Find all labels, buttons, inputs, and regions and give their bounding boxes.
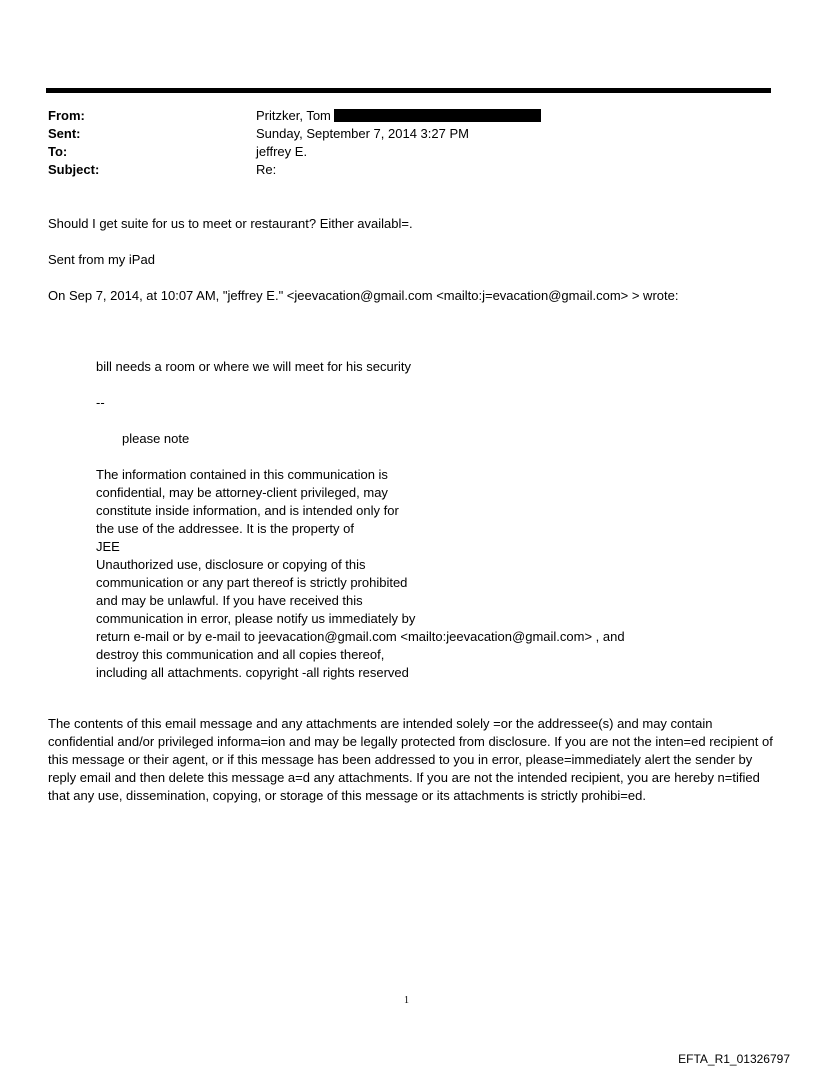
to-value: jeffrey E. <box>256 144 308 159</box>
quoted-disclaimer <box>96 466 625 682</box>
from-name: Pritzker, Tom <box>256 108 331 123</box>
redaction-bar <box>334 109 541 122</box>
disclaimer-line: return e-mail or by e-mail to jeevacation@gmail.com <mailto:jeevacation@gmail.com> , and <box>96 629 625 644</box>
quoted-message: bill needs a room or where we will meet for his security <box>96 359 412 374</box>
bates-number: EFTA_R1_01326797 <box>678 1052 790 1066</box>
disclaimer-line: The information contained in this communication is <box>96 467 388 482</box>
disclaimer-line: constitute inside information, and is intended only for <box>96 503 399 518</box>
disclaimer-line: confidential, may be attorney-client privileged, may <box>96 485 388 500</box>
header-rule <box>46 88 771 93</box>
disclaimer-line: destroy this communication and all copies thereof, <box>96 647 385 662</box>
to-label: To: <box>48 144 68 159</box>
signature-separator: -- <box>96 395 105 410</box>
from-value <box>256 107 541 125</box>
subject-value: Re: <box>256 162 277 177</box>
page-number: 1 <box>404 995 409 1006</box>
message-line: Should I get suite for us to meet or restaurant? Either availabl=. <box>48 216 413 231</box>
disclaimer-line: communication in error, please notify us immediately by <box>96 611 416 626</box>
sent-label: Sent: <box>48 126 81 141</box>
from-label: From: <box>48 108 85 123</box>
disclaimer-line: Unauthorized use, disclosure or copying of this <box>96 557 366 572</box>
disclaimer-line: and may be unlawful. If you have received this <box>96 593 363 608</box>
disclaimer-line: communication or any part thereof is strictly prohibited <box>96 575 408 590</box>
sent-value: Sunday, September 7, 2014 3:27 PM <box>256 126 469 141</box>
please-note: please note <box>122 431 190 446</box>
footer-disclaimer: The contents of this email message and any attachments are intended solely =or the addressee(s) and may contain confidential and/or privileged informa=ion and may be legally protected from disclosure. If you are not the inten=ed recipient of this message or their agent, or if this message has been addressed to you in error, please=immediately alert the sender by reply email and then delete this message a=d any attachments. If you are not the intended recipient, you are hereby n=tified that any use, dissemination, copying, or storage of this message or its attachments is strictly prohibi=ed. <box>48 716 773 803</box>
disclaimer-line: the use of the addressee. It is the property of <box>96 521 354 536</box>
subject-label: Subject: <box>48 162 100 177</box>
disclaimer-line: including all attachments. copyright -all rights reserved <box>96 665 409 680</box>
quote-intro: On Sep 7, 2014, at 10:07 AM, "jeffrey E." <jeevacation@gmail.com <mailto:j=evacation@gmail.com> > wrote: <box>48 288 679 303</box>
signature-line: Sent from my iPad <box>48 252 155 267</box>
disclaimer-line: JEE <box>96 539 120 554</box>
